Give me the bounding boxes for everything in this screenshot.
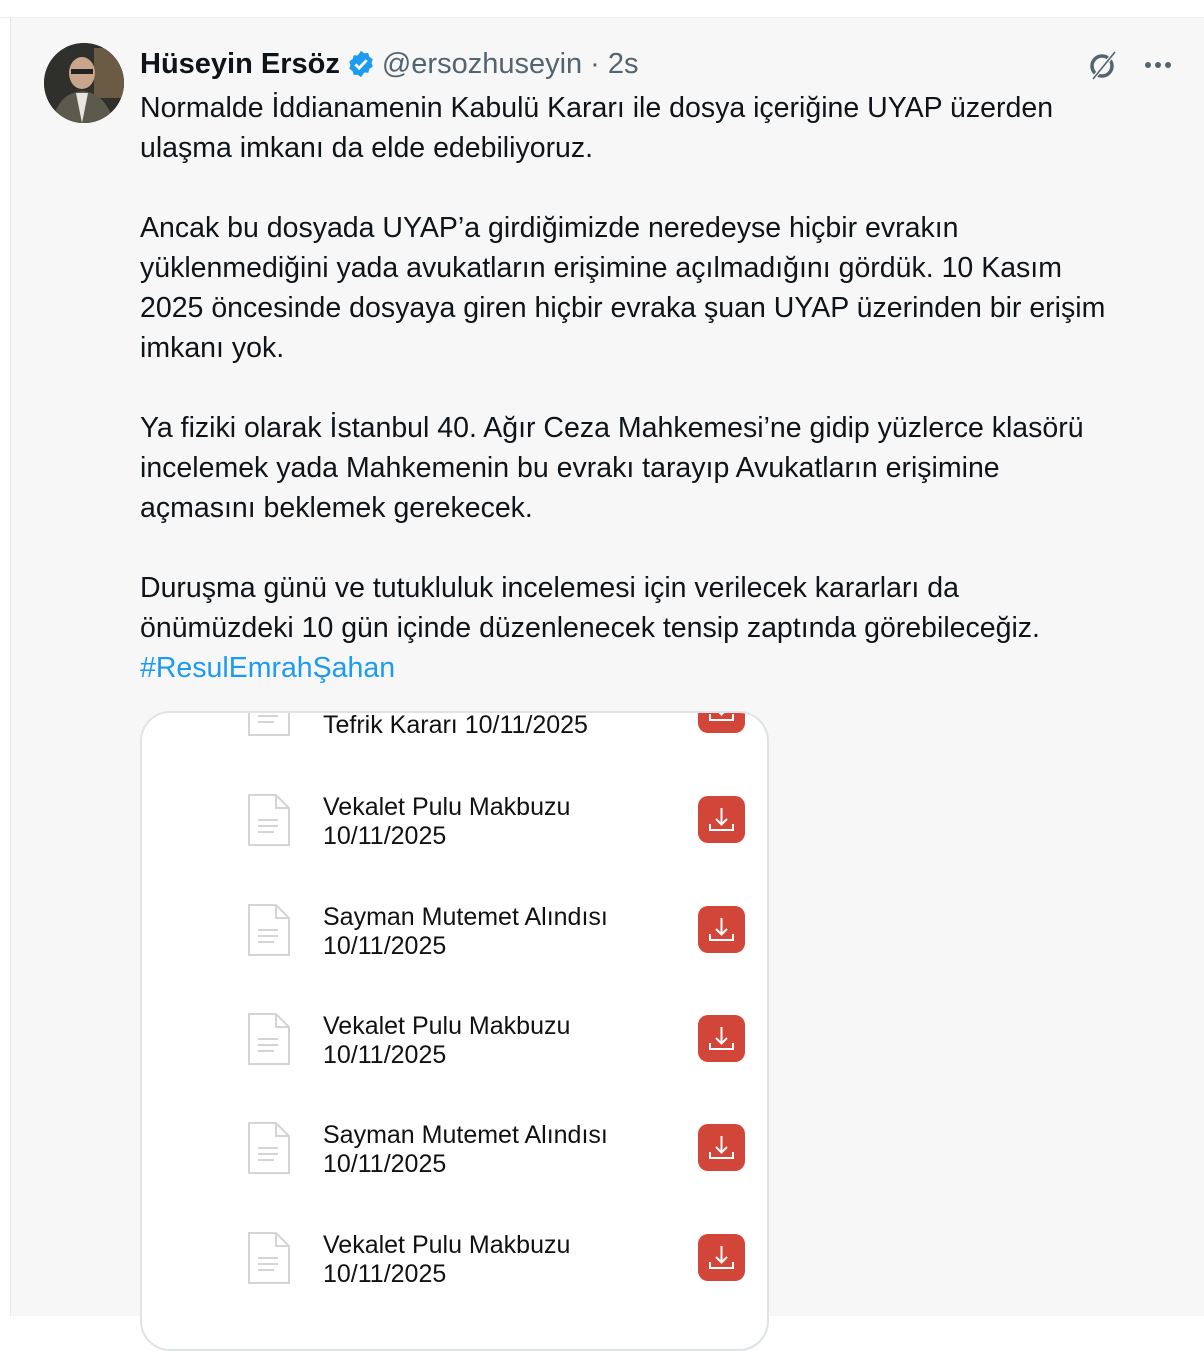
more-options-icon[interactable] — [1141, 48, 1175, 82]
timestamp[interactable]: 2s — [607, 48, 639, 80]
document-date: 10/11/2025 — [323, 1041, 447, 1069]
separator: · — [590, 48, 600, 80]
document-title: Sayman Mutemet Alındısı — [323, 1121, 608, 1149]
download-icon — [698, 711, 745, 733]
hashtag-link[interactable]: #ResulEmrahŞahan — [140, 652, 396, 684]
text-line: 2025 öncesinde dosyaya giren hiçbir evraka şuan UYAP üzerinden bir erişim — [140, 292, 1106, 324]
text-line: incelemek yada Mahkemenin bu evrakı tarayıp Avukatların erişimine — [140, 452, 1000, 484]
document-date: 10/11/2025 — [323, 822, 447, 850]
download-button[interactable] — [698, 796, 745, 843]
document-title: Sayman Mutemet Alındısı — [323, 903, 608, 931]
document-icon — [248, 1122, 290, 1174]
document-row — [142, 711, 767, 753]
document-icon — [248, 794, 290, 846]
document-icon — [248, 1232, 290, 1284]
paragraph — [140, 208, 1200, 368]
document-title: Vekalet Pulu Makbuzu — [323, 1231, 571, 1259]
text-line: Duruşma günü ve tutukluluk incelemesi için verilecek kararları da — [140, 572, 959, 604]
download-icon — [698, 1234, 745, 1281]
grok-icon[interactable] — [1086, 48, 1120, 82]
tweet-header — [140, 46, 638, 82]
paragraph — [140, 408, 1200, 528]
text-line: Ya fiziki olarak İstanbul 40. Ağır Ceza Mahkemesi’ne gidip yüzlerce klasörü — [140, 412, 1084, 444]
document-date: 10/11/2025 — [323, 1260, 447, 1288]
text-line: imkanı yok. — [140, 332, 285, 364]
document-row — [142, 972, 767, 1082]
tweet-image[interactable] — [140, 711, 769, 1351]
paragraph — [140, 568, 1200, 648]
text-line: yüklenmediğini yada avukatların erişimine açılmadığını gördük. 10 Kasım — [140, 252, 1062, 284]
avatar[interactable] — [44, 43, 124, 123]
document-row — [142, 1081, 767, 1191]
tweet[interactable] — [10, 18, 1204, 1316]
text-line: Normalde İddianamenin Kabulü Kararı ile dosya içeriğine UYAP üzerden — [140, 92, 1054, 124]
author-handle[interactable]: @ersozhuseyin — [381, 48, 583, 80]
tweet-text — [140, 88, 1200, 688]
document-icon — [248, 711, 290, 736]
download-button[interactable] — [698, 1015, 745, 1062]
text-line: ulaşma imkanı da elde edebiliyoruz. — [140, 132, 594, 164]
document-icon — [248, 904, 290, 956]
download-button[interactable] — [698, 1124, 745, 1171]
download-button[interactable] — [698, 906, 745, 953]
download-icon — [698, 906, 745, 953]
paragraph — [140, 88, 1200, 168]
text-line: açmasını beklemek gerekecek. — [140, 492, 533, 524]
document-row — [142, 863, 767, 973]
download-icon — [698, 1015, 745, 1062]
top-strip — [0, 0, 1204, 18]
download-icon — [698, 796, 745, 843]
document-title: Vekalet Pulu Makbuzu — [323, 1012, 571, 1040]
text-line: önümüzdeki 10 gün içinde düzenlenecek tensip zaptında görebileceğiz. — [140, 612, 1040, 644]
document-date: 10/11/2025 — [323, 1150, 447, 1178]
download-button[interactable] — [698, 711, 745, 733]
verified-badge-icon — [346, 49, 376, 79]
text-line: Ancak bu dosyada UYAP’a girdiğimizde neredeyse hiçbir evrakın — [140, 212, 959, 244]
document-title: Vekalet Pulu Makbuzu — [323, 793, 571, 821]
document-title: Tefrik Kararı 10/11/2025 — [323, 711, 588, 739]
document-row — [142, 753, 767, 863]
document-row — [142, 1191, 767, 1301]
document-icon — [248, 1013, 290, 1065]
download-icon — [698, 1124, 745, 1171]
document-date: 10/11/2025 — [323, 932, 447, 960]
author-name[interactable]: Hüseyin Ersöz — [140, 48, 340, 80]
download-button[interactable] — [698, 1234, 745, 1281]
